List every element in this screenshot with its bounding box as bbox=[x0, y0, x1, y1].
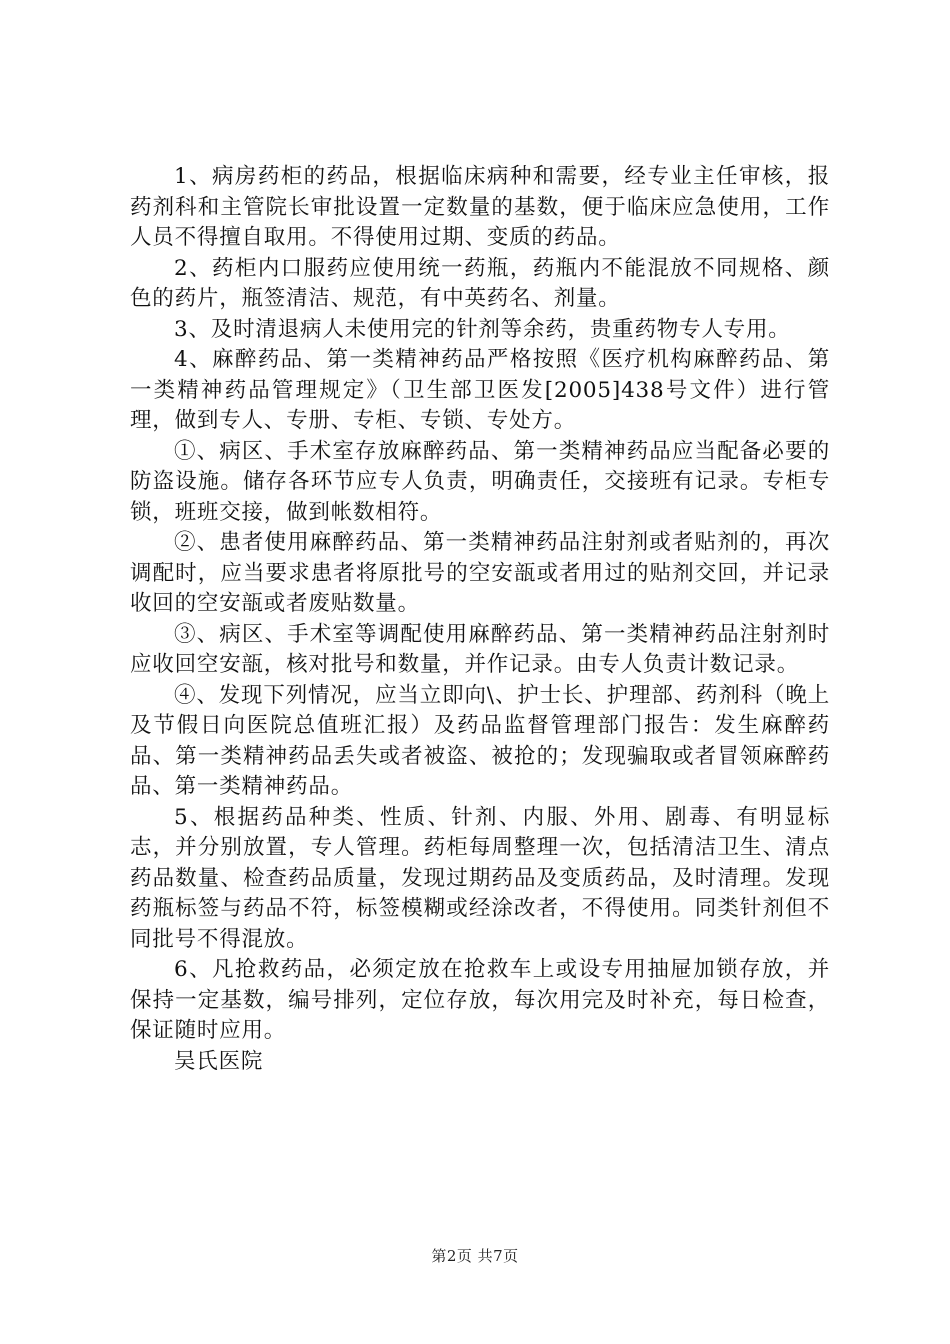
document-body bbox=[130, 162, 830, 1077]
paragraph-3: 3、及时清退病人未使用完的针剂等余药，贵重药物专人专用。 bbox=[174, 316, 791, 342]
paragraph-4-item-4: ④、发现下列情况，应当立即向\、护士长、护理部、药剂科（晚上及节假日向医院总值班汇报）及药品监督管理部门报告：发生麻醉药品、第一类精神药品丢失或者被盗、被抢的；发现骗取或者冒领麻醉药品、第一类精神药品。 bbox=[130, 682, 830, 799]
paragraph-2: 2、药柜内口服药应使用统一药瓶，药瓶内不能混放不同规格、颜色的药片，瓶签清洁、规范，有中英药名、剂量。 bbox=[130, 255, 830, 311]
paragraph-4-item-3: ③、病区、手术室等调配使用麻醉药品、第一类精神药品注射剂时应收回空安瓿，核对批号和数量，并作记录。由专人负责计数记录。 bbox=[130, 621, 830, 677]
paragraph-4-item-2: ②、患者使用麻醉药品、第一类精神药品注射剂或者贴剂的，再次调配时，应当要求患者将原批号的空安瓿或者用过的贴剂交回，并记录收回的空安瓿或者废贴数量。 bbox=[130, 530, 830, 616]
paragraph-4: 4、麻醉药品、第一类精神药品严格按照《医疗机构麻醉药品、第一类精神药品管理规定》（卫生部卫医发[2005]438号文件）进行管理，做到专人、专册、专柜、专锁、专处方。 bbox=[130, 347, 830, 433]
page-number-footer: 第2页 共7页 bbox=[431, 1247, 519, 1265]
paragraph-1: 1、病房药柜的药品，根据临床病种和需要，经专业主任审核，报药剂科和主管院长审批设置一定数量的基数，便于临床应急使用，工作人员不得擅自取用。不得使用过期、变质的药品。 bbox=[130, 164, 830, 250]
paragraph-6: 6、凡抢救药品，必须定放在抢救车上或设专用抽屉加锁存放，并保持一定基数，编号排列，定位存放，每次用完及时补充，每日检查，保证随时应用。 bbox=[130, 957, 830, 1043]
signature: 吴氏医院 bbox=[174, 1048, 264, 1074]
paragraph-5: 5、根据药品种类、性质、针剂、内服、外用、剧毒、有明显标志，并分别放置，专人管理。药柜每周整理一次，包括清洁卫生、清点药品数量、检查药品质量，发现过期药品及变质药品，及时清理。发现药瓶标签与药品不符，标签模糊或经涂改者，不得使用。同类针剂但不同批号不得混放。 bbox=[130, 804, 830, 952]
paragraph-4-item-1: ①、病区、手术室存放麻醉药品、第一类精神药品应当配备必要的防盗设施。储存各环节应专人负责，明确责任，交接班有记录。专柜专锁，班班交接，做到帐数相符。 bbox=[130, 438, 830, 525]
